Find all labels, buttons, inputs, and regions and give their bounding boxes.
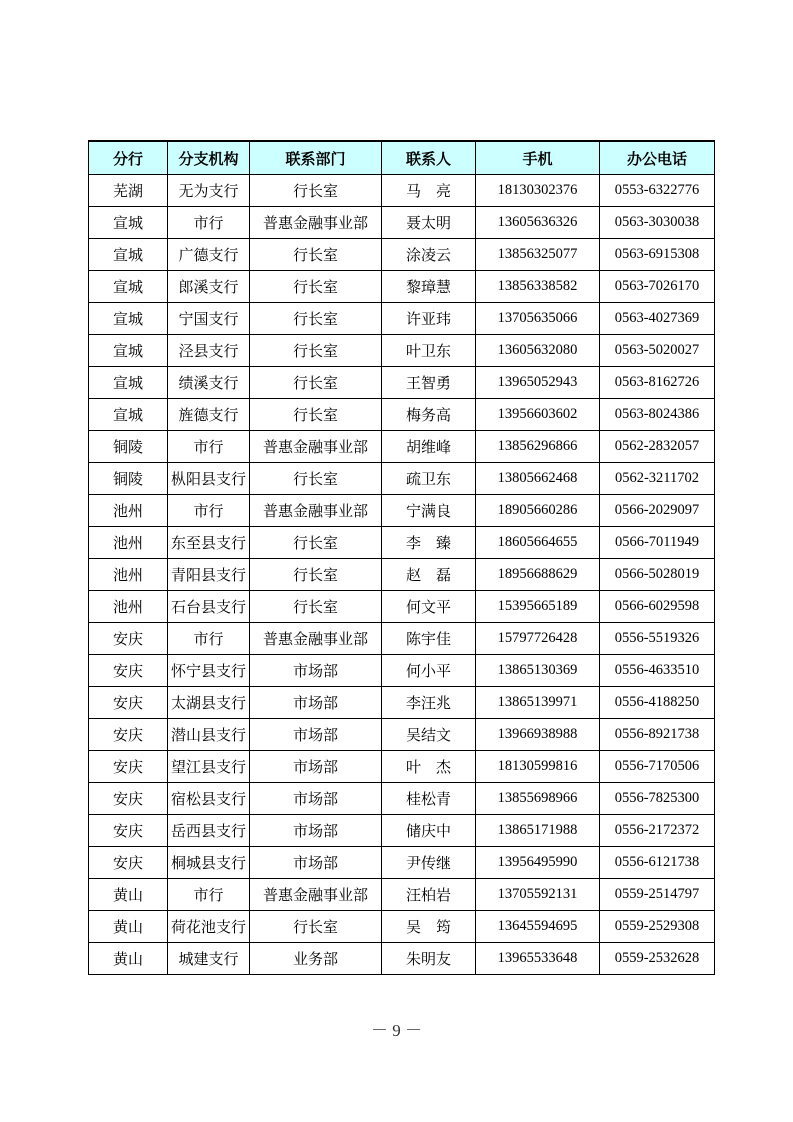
branch-cell: 宣城 [89,207,168,239]
mobile-cell: 18956688629 [476,559,600,591]
branch-cell: 宣城 [89,271,168,303]
sub-branch-cell: 望江县支行 [168,751,250,783]
department-cell: 行长室 [250,559,382,591]
table-row [89,719,715,751]
contact-person-cell: 尹传继 [382,847,476,879]
contact-person-cell: 许亚玮 [382,303,476,335]
department-cell: 行长室 [250,911,382,943]
branch-cell: 池州 [89,591,168,623]
contact-person-cell: 储庆中 [382,815,476,847]
mobile-cell: 13856325077 [476,239,600,271]
branch-cell: 宣城 [89,303,168,335]
table-row [89,751,715,783]
table-header-row [89,141,715,175]
header-contact-person: 联系人 [382,141,476,175]
contact-person-cell: 汪柏岩 [382,879,476,911]
mobile-cell: 13956603602 [476,399,600,431]
branch-cell: 宣城 [89,367,168,399]
office-phone-cell: 0556-7825300 [600,783,715,815]
contact-person-cell: 宁满良 [382,495,476,527]
office-phone-cell: 0559-2529308 [600,911,715,943]
contact-person-cell: 疏卫东 [382,463,476,495]
table-row [89,271,715,303]
office-phone-cell: 0566-5028019 [600,559,715,591]
table-row [89,847,715,879]
branch-cell: 黄山 [89,879,168,911]
office-phone-cell: 0556-2172372 [600,815,715,847]
mobile-cell: 13865139971 [476,687,600,719]
header-sub-branch: 分支机构 [168,141,250,175]
office-phone-cell: 0566-7011949 [600,527,715,559]
department-cell: 行长室 [250,303,382,335]
mobile-cell: 13966938988 [476,719,600,751]
office-phone-cell: 0563-7026170 [600,271,715,303]
department-cell: 行长室 [250,239,382,271]
contact-person-cell: 李汪兆 [382,687,476,719]
mobile-cell: 13965533648 [476,943,600,975]
contacts-table [88,140,715,975]
contact-person-cell: 王智勇 [382,367,476,399]
office-phone-cell: 0562-2832057 [600,431,715,463]
contact-person-cell: 梅务高 [382,399,476,431]
contact-person-cell: 吴结文 [382,719,476,751]
table-row [89,303,715,335]
table-row [89,367,715,399]
branch-cell: 铜陵 [89,463,168,495]
contact-person-cell: 马 亮 [382,175,476,207]
header-mobile: 手机 [476,141,600,175]
branch-cell: 安庆 [89,687,168,719]
sub-branch-cell: 桐城县支行 [168,847,250,879]
contact-person-cell: 吴 筠 [382,911,476,943]
office-phone-cell: 0556-7170506 [600,751,715,783]
table-row [89,239,715,271]
mobile-cell: 18905660286 [476,495,600,527]
department-cell: 普惠金融事业部 [250,431,382,463]
table-row [89,815,715,847]
mobile-cell: 18605664655 [476,527,600,559]
header-branch: 分行 [89,141,168,175]
branch-cell: 池州 [89,527,168,559]
sub-branch-cell: 市行 [168,879,250,911]
office-phone-cell: 0559-2532628 [600,943,715,975]
department-cell: 行长室 [250,271,382,303]
sub-branch-cell: 市行 [168,431,250,463]
mobile-cell: 13956495990 [476,847,600,879]
office-phone-cell: 0566-6029598 [600,591,715,623]
mobile-cell: 13645594695 [476,911,600,943]
mobile-cell: 13805662468 [476,463,600,495]
department-cell: 业务部 [250,943,382,975]
office-phone-cell: 0556-8921738 [600,719,715,751]
branch-cell: 安庆 [89,655,168,687]
department-cell: 市场部 [250,815,382,847]
office-phone-cell: 0556-5519326 [600,623,715,655]
table-row [89,559,715,591]
table-row [89,879,715,911]
department-cell: 市场部 [250,655,382,687]
department-cell: 市场部 [250,751,382,783]
header-office-phone: 办公电话 [600,141,715,175]
sub-branch-cell: 市行 [168,495,250,527]
sub-branch-cell: 旌德支行 [168,399,250,431]
sub-branch-cell: 怀宁县支行 [168,655,250,687]
office-phone-cell: 0563-5020027 [600,335,715,367]
sub-branch-cell: 城建支行 [168,943,250,975]
mobile-cell: 13965052943 [476,367,600,399]
table-body [89,175,715,975]
mobile-cell: 18130302376 [476,175,600,207]
department-cell: 行长室 [250,367,382,399]
contact-person-cell: 何小平 [382,655,476,687]
branch-cell: 宣城 [89,239,168,271]
office-phone-cell: 0566-2029097 [600,495,715,527]
contact-person-cell: 叶 杰 [382,751,476,783]
mobile-cell: 13855698966 [476,783,600,815]
office-phone-cell: 0563-6915308 [600,239,715,271]
department-cell: 普惠金融事业部 [250,879,382,911]
office-phone-cell: 0562-3211702 [600,463,715,495]
mobile-cell: 13865171988 [476,815,600,847]
contact-person-cell: 赵 磊 [382,559,476,591]
office-phone-cell: 0563-8162726 [600,367,715,399]
sub-branch-cell: 东至县支行 [168,527,250,559]
branch-cell: 池州 [89,495,168,527]
header-department: 联系部门 [250,141,382,175]
sub-branch-cell: 青阳县支行 [168,559,250,591]
branch-cell: 池州 [89,559,168,591]
sub-branch-cell: 宁国支行 [168,303,250,335]
department-cell: 市场部 [250,847,382,879]
table-row [89,175,715,207]
mobile-cell: 15797726428 [476,623,600,655]
contact-person-cell: 聂太明 [382,207,476,239]
branch-cell: 黄山 [89,943,168,975]
mobile-cell: 13856296866 [476,431,600,463]
sub-branch-cell: 太湖县支行 [168,687,250,719]
office-phone-cell: 0556-6121738 [600,847,715,879]
table-row [89,591,715,623]
department-cell: 行长室 [250,399,382,431]
table-row [89,495,715,527]
sub-branch-cell: 泾县支行 [168,335,250,367]
branch-cell: 宣城 [89,399,168,431]
department-cell: 行长室 [250,527,382,559]
mobile-cell: 13865130369 [476,655,600,687]
branch-cell: 安庆 [89,751,168,783]
office-phone-cell: 0556-4633510 [600,655,715,687]
department-cell: 市场部 [250,687,382,719]
sub-branch-cell: 广德支行 [168,239,250,271]
branch-cell: 芜湖 [89,175,168,207]
mobile-cell: 13605636326 [476,207,600,239]
department-cell: 市场部 [250,719,382,751]
table-row [89,623,715,655]
branch-cell: 宣城 [89,335,168,367]
branch-cell: 安庆 [89,815,168,847]
office-phone-cell: 0553-6322776 [600,175,715,207]
department-cell: 行长室 [250,463,382,495]
mobile-cell: 18130599816 [476,751,600,783]
sub-branch-cell: 荷花池支行 [168,911,250,943]
table-row [89,943,715,975]
office-phone-cell: 0556-4188250 [600,687,715,719]
table-row [89,911,715,943]
office-phone-cell: 0563-8024386 [600,399,715,431]
contact-person-cell: 黎璋慧 [382,271,476,303]
table-row [89,527,715,559]
department-cell: 普惠金融事业部 [250,495,382,527]
mobile-cell: 15395665189 [476,591,600,623]
office-phone-cell: 0563-4027369 [600,303,715,335]
sub-branch-cell: 无为支行 [168,175,250,207]
sub-branch-cell: 郎溪支行 [168,271,250,303]
sub-branch-cell: 岳西县支行 [168,815,250,847]
contact-person-cell: 李 臻 [382,527,476,559]
table-row [89,431,715,463]
mobile-cell: 13705592131 [476,879,600,911]
contact-person-cell: 涂凌云 [382,239,476,271]
branch-cell: 铜陵 [89,431,168,463]
contact-person-cell: 胡维峰 [382,431,476,463]
office-phone-cell: 0559-2514797 [600,879,715,911]
branch-cell: 安庆 [89,847,168,879]
sub-branch-cell: 市行 [168,207,250,239]
sub-branch-cell: 市行 [168,623,250,655]
mobile-cell: 13605632080 [476,335,600,367]
contact-person-cell: 叶卫东 [382,335,476,367]
department-cell: 市场部 [250,783,382,815]
department-cell: 普惠金融事业部 [250,207,382,239]
table-row [89,207,715,239]
department-cell: 普惠金融事业部 [250,623,382,655]
sub-branch-cell: 潜山县支行 [168,719,250,751]
table-row [89,783,715,815]
branch-cell: 黄山 [89,911,168,943]
contact-person-cell: 桂松青 [382,783,476,815]
contact-person-cell: 朱明友 [382,943,476,975]
contact-person-cell: 何文平 [382,591,476,623]
branch-cell: 安庆 [89,623,168,655]
branch-cell: 安庆 [89,719,168,751]
office-phone-cell: 0563-3030038 [600,207,715,239]
department-cell: 行长室 [250,175,382,207]
mobile-cell: 13705635066 [476,303,600,335]
department-cell: 行长室 [250,591,382,623]
mobile-cell: 13856338582 [476,271,600,303]
table-row [89,463,715,495]
sub-branch-cell: 绩溪支行 [168,367,250,399]
sub-branch-cell: 石台县支行 [168,591,250,623]
department-cell: 行长室 [250,335,382,367]
contact-person-cell: 陈宇佳 [382,623,476,655]
table-row [89,399,715,431]
table-row [89,335,715,367]
table-row [89,687,715,719]
branch-cell: 安庆 [89,783,168,815]
page-number: － 9 － [371,1021,422,1040]
sub-branch-cell: 宿松县支行 [168,783,250,815]
sub-branch-cell: 枞阳县支行 [168,463,250,495]
table-row [89,655,715,687]
